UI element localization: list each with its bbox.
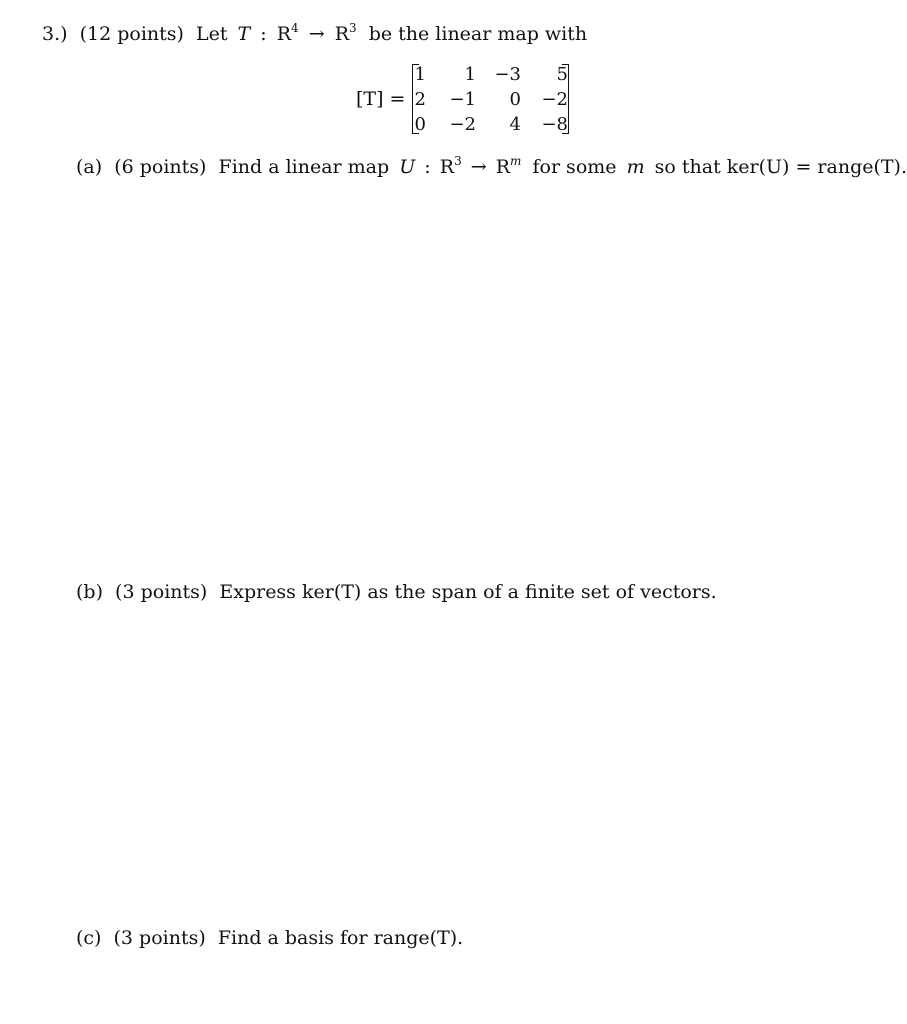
- colon: :: [424, 156, 431, 178]
- part-a: [76, 154, 907, 178]
- u-domain: R: [439, 156, 455, 178]
- map-u: U: [399, 156, 416, 178]
- matrix-cell: 4: [509, 114, 521, 135]
- matrix-lhs: [T] =: [356, 88, 406, 110]
- part-c-text: Find a basis for range(T).: [217, 927, 464, 949]
- map-symbol: T: [237, 23, 251, 45]
- domain-space: R: [276, 23, 292, 45]
- part-b-points: (3 points): [115, 581, 208, 603]
- part-b-text: Express ker(T) as the span of a finite set of vectors.: [219, 581, 717, 603]
- matrix-cell: −3: [494, 64, 521, 85]
- matrix-cell: 0: [509, 89, 521, 110]
- part-a-text-end: so that ker(U) = range(T).: [654, 156, 907, 178]
- matrix-cell: −8: [541, 114, 568, 135]
- part-c: [76, 929, 463, 948]
- part-a-points: (6 points): [114, 156, 207, 178]
- matrix-equation: [356, 62, 576, 136]
- matrix-cell: 1: [414, 64, 426, 85]
- problem-number: 3.): [42, 23, 68, 45]
- part-a-text-mid: for some: [532, 156, 617, 178]
- intro-text: Let: [195, 23, 228, 45]
- u-domain-exponent: 3: [454, 154, 462, 168]
- arrow: →: [308, 23, 325, 45]
- part-b-label: (b): [76, 581, 103, 603]
- matrix-cell: −2: [541, 89, 568, 110]
- matrix-cell: 1: [464, 64, 476, 85]
- domain-exponent: 4: [291, 21, 299, 35]
- intro-text-end: be the linear map with: [368, 23, 588, 45]
- codomain-exponent: 3: [349, 21, 357, 35]
- codomain-space: R: [334, 23, 349, 45]
- arrow: →: [470, 156, 487, 178]
- part-b: [76, 583, 717, 602]
- colon: :: [260, 23, 267, 45]
- problem-points: (12 points): [79, 23, 184, 45]
- part-c-points: (3 points): [113, 927, 206, 949]
- u-codomain-exponent: m: [510, 154, 522, 168]
- variable-m: m: [626, 156, 645, 178]
- part-a-text: Find a linear map: [218, 156, 390, 178]
- matrix-cell: 0: [414, 114, 426, 135]
- u-codomain: R: [495, 156, 511, 178]
- problem-header: [42, 21, 588, 45]
- matrix-cell: 5: [556, 64, 568, 85]
- matrix-cell: −1: [449, 89, 476, 110]
- matrix-cell: 2: [414, 89, 426, 110]
- part-c-label: (c): [76, 927, 102, 949]
- matrix-cell: −2: [449, 114, 476, 135]
- part-a-label: (a): [76, 156, 103, 178]
